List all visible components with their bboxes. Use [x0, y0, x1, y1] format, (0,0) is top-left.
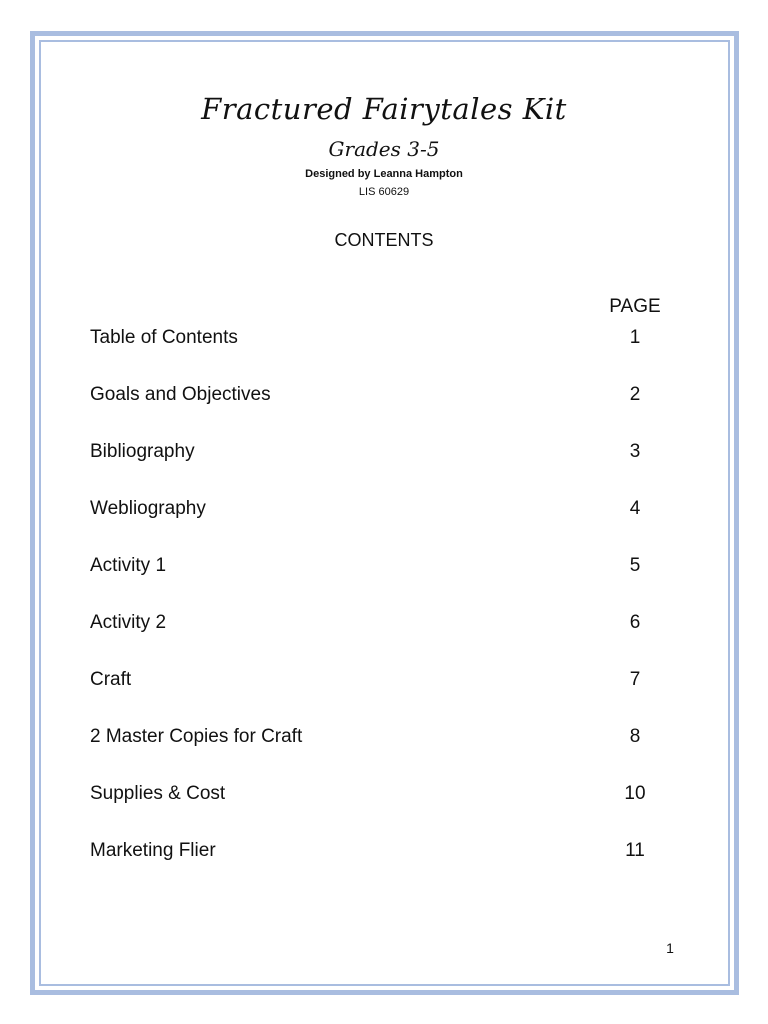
- document-subtitle: Grades 3-5: [328, 137, 440, 161]
- toc-row: [90, 726, 675, 752]
- toc-row: [90, 498, 675, 524]
- contents-heading: CONTENTS: [334, 230, 434, 250]
- toc-row: [90, 555, 675, 581]
- toc-entry-label: Table of Contents: [90, 327, 238, 348]
- toc-entry-label: Webliography: [90, 498, 206, 519]
- toc-entry-label: 2 Master Copies for Craft: [90, 726, 303, 747]
- toc-entry-page: 11: [625, 840, 645, 861]
- toc-row: [90, 441, 675, 467]
- toc-entry-page: 7: [629, 669, 641, 690]
- toc-entry-label: Activity 2: [90, 612, 167, 633]
- toc-entry-label: Marketing Flier: [90, 840, 216, 861]
- toc-entry-page: 8: [629, 726, 641, 747]
- toc-entry-label: Craft: [90, 669, 132, 690]
- course-code: LIS 60629: [358, 186, 410, 198]
- toc-entry-page: 2: [629, 384, 641, 405]
- toc-entry-label: Goals and Objectives: [90, 384, 271, 405]
- toc-entry-page: 6: [629, 612, 641, 633]
- toc-row: [90, 327, 675, 353]
- document-title: Fractured Fairytales Kit: [201, 92, 567, 126]
- toc-entry-label: Activity 1: [90, 555, 167, 576]
- toc-entry-page: 3: [629, 441, 641, 462]
- toc-entry-page: 4: [629, 498, 641, 519]
- toc-row: [90, 669, 675, 695]
- footer-page-number: 1: [666, 940, 674, 956]
- toc-entry-label: Bibliography: [90, 441, 195, 462]
- toc-entry-page: 10: [624, 783, 646, 804]
- toc-entry-page: 1: [629, 327, 641, 348]
- toc-row: [90, 384, 675, 410]
- toc-entry-label: Supplies & Cost: [90, 783, 226, 804]
- toc-row: [90, 840, 675, 866]
- toc-row: [90, 783, 675, 809]
- designer-credit: Designed by Leanna Hampton: [305, 168, 463, 180]
- toc-entry-page: 5: [629, 555, 641, 576]
- toc-row: [90, 612, 675, 638]
- page-column-label: PAGE: [609, 296, 661, 317]
